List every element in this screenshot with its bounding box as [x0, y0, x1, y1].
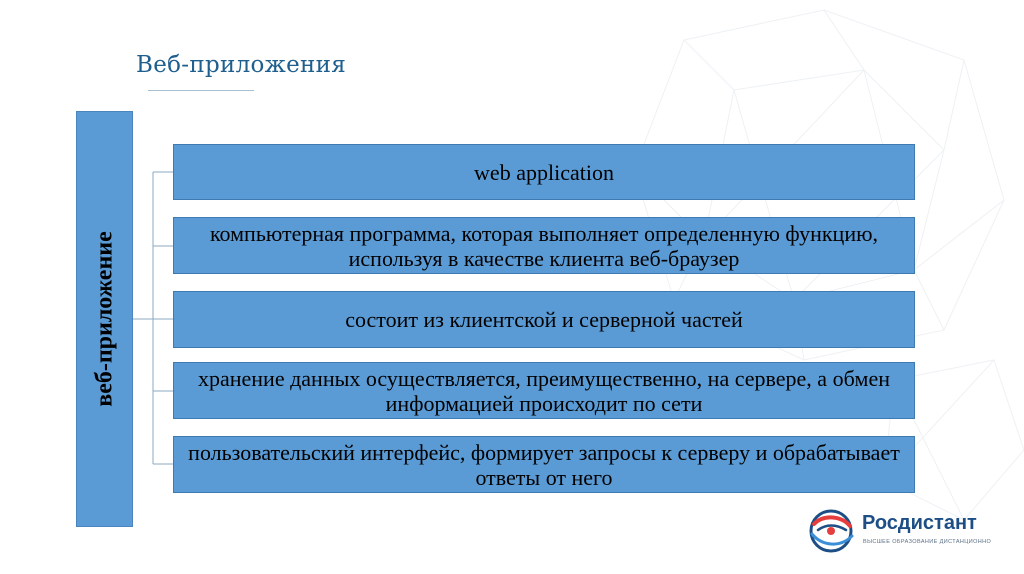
rosdistant-logo: [806, 506, 1006, 556]
root-node: [76, 111, 133, 527]
logo-tagline: ВЫСШЕЕ ОБРАЗОВАНИЕ ДИСТАНЦИОННО: [863, 539, 992, 545]
title-underline: [148, 90, 254, 91]
globe-logo-icon: [806, 506, 858, 556]
diagram-node-5: пользовательский интерфейс, формирует запросы к серверу и обрабатывает ответы от него: [173, 436, 915, 493]
slide-title: Веб-приложения: [136, 52, 347, 78]
diagram-node-4: хранение данных осуществляется, преимущественно, на сервере, а обмен информацией происходит по сети: [173, 362, 915, 419]
diagram-node-3: состоит из клиентской и серверной частей: [173, 291, 915, 348]
logo-name: Росдистант: [862, 512, 977, 534]
root-node-label: веб-приложение: [91, 231, 117, 407]
diagram-node-2: компьютерная программа, которая выполняет определенную функцию, используя в качестве клиента веб-браузер: [173, 217, 915, 274]
diagram-node-1: web application: [173, 144, 915, 200]
